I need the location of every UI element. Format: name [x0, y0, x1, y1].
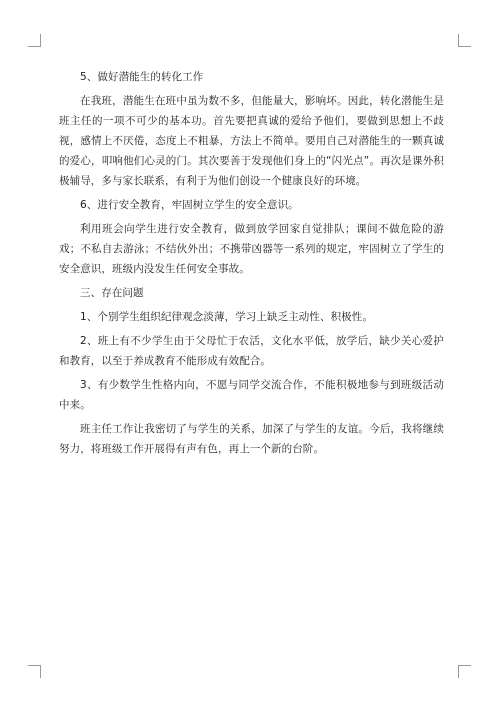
section-heading-underachiever-transformation: 5、做好潜能生的转化工作 — [80, 71, 204, 83]
section-heading-existing-problems: 三、存在问题 — [80, 287, 144, 299]
document-body — [59, 67, 444, 459]
paragraph-underachiever-transformation: 在我班，潜能生在班中虽为数不多，但能量大，影响坏。因此，转化潜能生是班主任的一项不可少的基本功。首先要把真诚的爱给予他们，要做到思想上不歧视，感情上不厌倦，态度上不粗暴，方法上不简单。要用自己对潜能生的一颗真诚的爱心，叩响他们心灵的门。其次要善于发现他们身上的“闪光点”。再次是课外积极辅导，多与家长联系，有利于为他们创设一个健康良好的环境。 — [59, 95, 444, 187]
section-heading-safety-education: 6、进行安全教育，牢固树立学生的安全意识。 — [80, 199, 299, 211]
page-corner-mark-top-left — [28, 34, 41, 47]
problem-item-2: 2、班上有不少学生由于父母忙于农活，文化水平低，放学后，缺少关心爱护和教育，以至于养成教育不能形成有效配合。 — [59, 335, 444, 367]
paragraph-safety-education: 利用班会向学生进行安全教育，做到放学回家自觉排队；课间不做危险的游戏；不私自去游泳；不结伙外出；不携带凶器等一系列的规定，牢固树立了学生的安全意识，班级内没发生任何安全事故。 — [59, 223, 444, 275]
page-corner-mark-top-right — [458, 34, 471, 47]
problem-item-3: 3、有少数学生性格内向，不愿与同学交流合作，不能积极地参与到班级活动中来。 — [59, 379, 444, 411]
page-corner-mark-bottom-left — [28, 665, 41, 678]
closing-paragraph: 班主任工作让我密切了与学生的关系，加深了与学生的友谊。今后，我将继续努力，将班级工作开展得有声有色，再上一个新的台阶。 — [59, 423, 444, 455]
problem-item-1: 1、个别学生组织纪律观念淡薄，学习上缺乏主动性、积极性。 — [80, 311, 373, 323]
page-corner-mark-bottom-right — [458, 665, 471, 678]
